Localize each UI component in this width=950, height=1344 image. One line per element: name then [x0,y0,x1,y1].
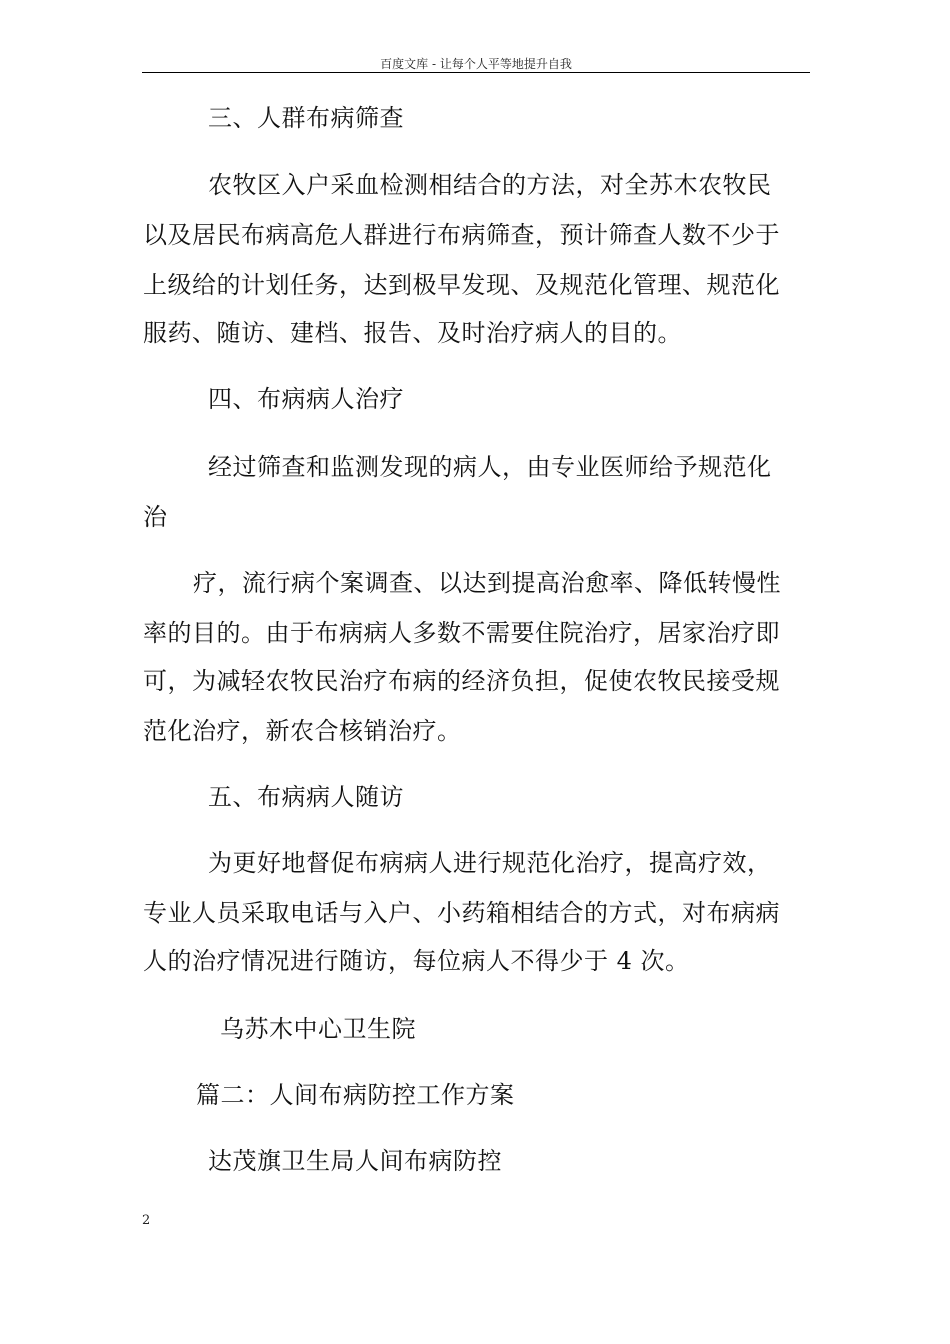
page-header: 百度文库 - 让每个人平等地提升自我 [380,57,572,71]
body-text-line: 治 [143,503,168,531]
page-number: 2 [142,1213,151,1228]
section-heading-3: 三、人群布病筛查 [208,104,404,132]
document-subtitle: 达茂旗卫生局人间布病防控 [208,1147,502,1175]
body-text-line: 专业人员采取电话与入户、小药箱相结合的方式，对布病病 [143,899,780,927]
organization-signature: 乌苏木中心卫生院 [220,1015,416,1043]
body-text-line: 疗，流行病个案调查、以达到提高治愈率、降低转慢性 [193,569,781,597]
body-text-line: 以及居民布病高危人群进行布病筛查，预计筛查人数不少于 [143,221,780,249]
body-text-line: 人的治疗情况进行随访，每位病人不得少于 4 次。 [143,947,690,975]
header-divider [142,72,810,73]
body-text-line: 服药、随访、建档、报告、及时治疗病人的目的。 [143,319,682,347]
body-text-line: 率的目的。由于布病病人多数不需要住院治疗，居家治疗即 [143,619,780,647]
body-text-line: 经过筛查和监测发现的病人，由专业医师给予规范化 [208,453,772,481]
body-text-line: 为更好地督促布病病人进行规范化治疗，提高疗效， [208,849,772,877]
body-text-line: 农牧区入户采血检测相结合的方法，对全苏木农牧民 [208,171,772,199]
section-heading-4: 四、布病病人治疗 [208,385,404,413]
body-text-line: 上级给的计划任务，达到极早发现、及规范化管理、规范化 [143,271,780,299]
body-text-line: 可，为减轻农牧民治疗布病的经济负担，促使农牧民接受规 [143,667,780,695]
body-text-line: 范化治疗，新农合核销治疗。 [143,717,462,745]
section-heading-5: 五、布病病人随访 [208,783,404,811]
document-title: 篇二：人间布病防控工作方案 [196,1081,515,1109]
